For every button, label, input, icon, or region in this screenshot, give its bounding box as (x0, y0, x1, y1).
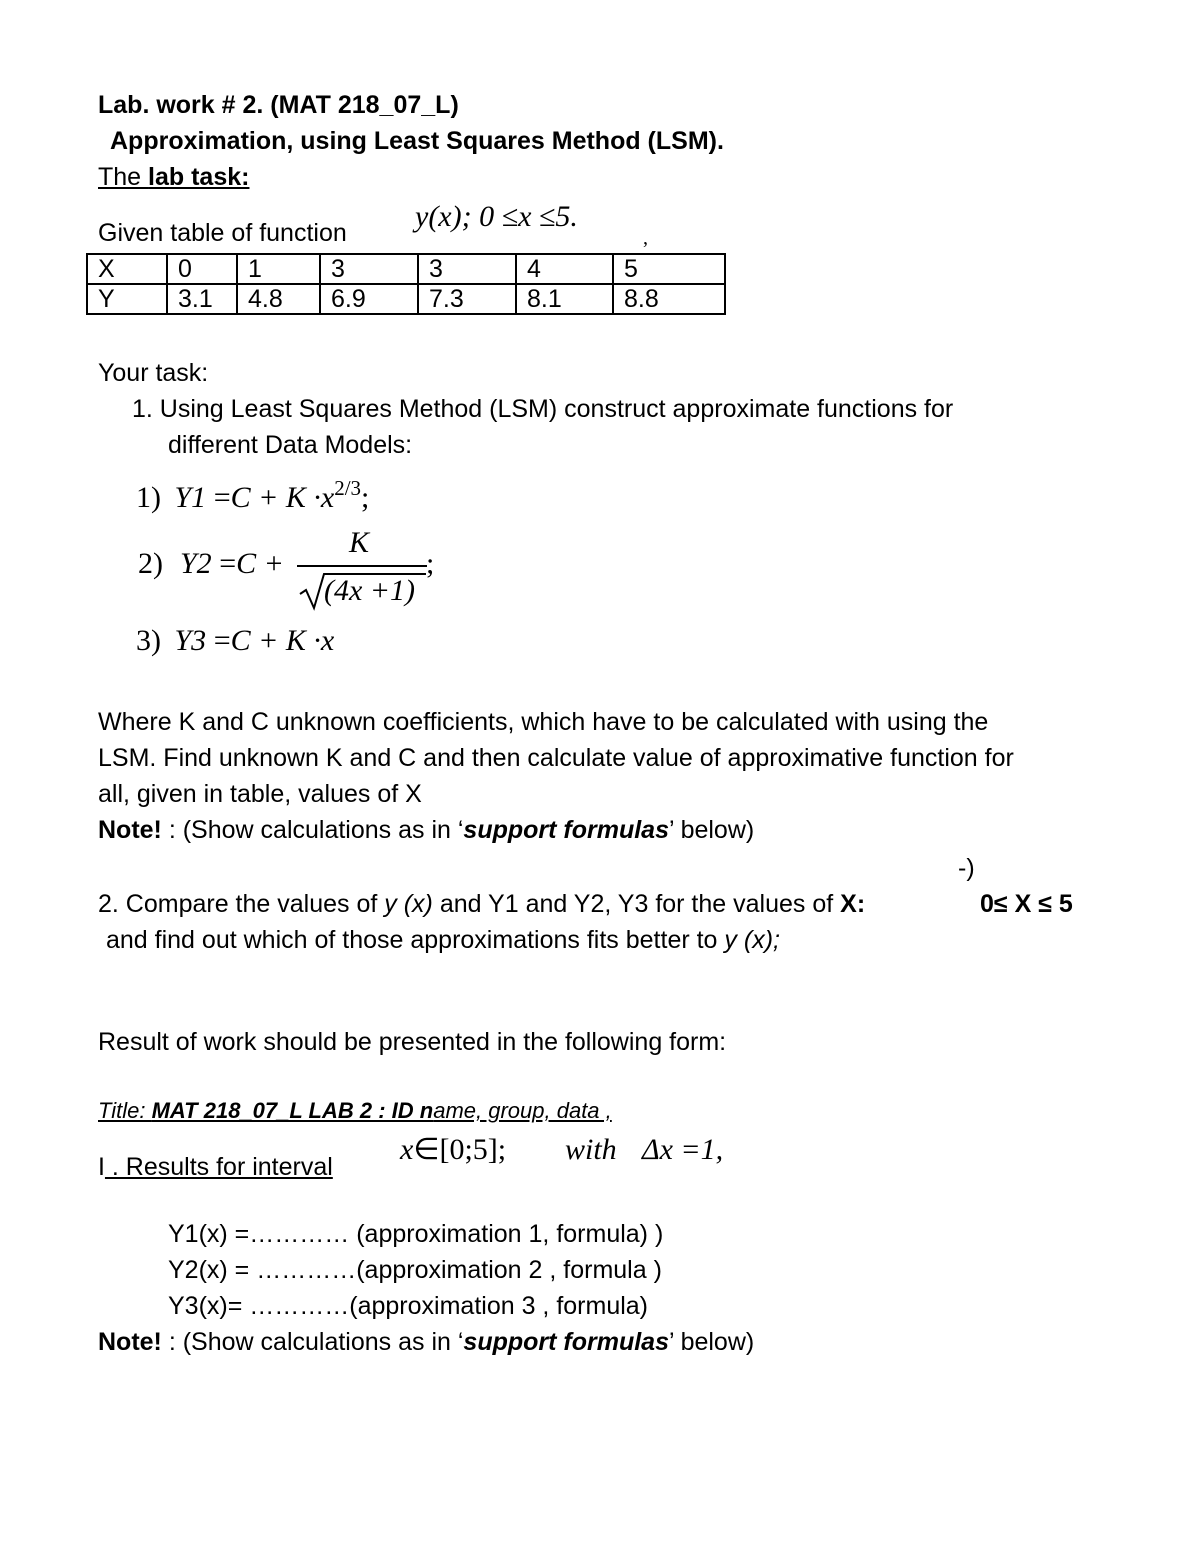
note-1-emph: support formulas (463, 816, 669, 844)
title-line (98, 1100, 612, 1122)
where-line-3: all, given in table, values of X (98, 780, 422, 808)
interval-math (400, 1135, 506, 1165)
model-2-rhs: C + (236, 547, 284, 580)
table-cell: 4 (516, 254, 613, 284)
lab-title: Lab. work # 2. (MAT 218_07_L) (98, 91, 459, 119)
table-row-x (87, 254, 725, 284)
smiley: -) (958, 854, 975, 882)
given-math-expr: y(x); 0 ≤x ≤5. (415, 200, 578, 233)
task-item-1-cont: different Data Models: (168, 431, 413, 459)
model-1-eq: = (213, 481, 231, 514)
model-2-number: 2) (138, 547, 163, 580)
table-cell: Y (87, 284, 167, 314)
table-cell: X (87, 254, 167, 284)
model-3-number: 3) (136, 624, 161, 657)
model-3-rhs: C + K ·x (230, 624, 335, 657)
lab-subtitle: Approximation, using Least Squares Method (LSM). (110, 127, 724, 155)
note-1-label: Note! (98, 816, 162, 844)
compare-pre: 2. Compare the values of (98, 890, 385, 918)
model-2-denominator: (4x +1) (324, 574, 416, 607)
table-cell: 8.8 (613, 284, 725, 314)
result-intro: Result of work should be presented in the following form: (98, 1028, 727, 1056)
result-y2: Y2(x) = …………(approximation 2 , formula ) (168, 1256, 662, 1284)
compare-line-1 (98, 892, 865, 917)
table-cell: 3 (320, 254, 418, 284)
table-row-y (87, 284, 725, 314)
compare-range: 0≤ X ≤ 5 (980, 890, 1073, 918)
interval-delta: Δx =1, (642, 1133, 724, 1166)
model-2-eq: = (219, 547, 237, 580)
note-2 (98, 1330, 754, 1355)
table-cell: 7.3 (418, 284, 516, 314)
model-1-lhs: Y1 (174, 481, 207, 514)
compare-line-2-pre: and find out which of those approximations fits better to (106, 926, 725, 954)
model-3 (136, 626, 334, 656)
table-cell: 6.9 (320, 284, 418, 314)
where-line-2: LSM. Find unknown K and C and then calculate value of approximative function for (98, 744, 1014, 772)
table-cell: 3 (418, 254, 516, 284)
table-cell: 3.1 (167, 284, 237, 314)
interval-text: . Results for interval (104, 1153, 333, 1181)
model-2-numerator: K (349, 526, 370, 559)
compare-line-2-yx: y (x); (724, 926, 780, 954)
model-1-exponent: 2/3 (334, 476, 362, 500)
lab-task-label: lab task: (148, 163, 250, 191)
given-label: Given table of function (98, 219, 347, 247)
your-task-label: Your task: (98, 359, 209, 387)
compare-x: X: (840, 890, 866, 918)
compare-yx: y (x) (384, 890, 433, 918)
interval-with: with (565, 1133, 617, 1166)
table-cell: 4.8 (237, 284, 320, 314)
title-line-post: ame, group, data , (433, 1098, 612, 1123)
task-item-1: 1. Using Least Squares Method (LSM) construct approximate functions for (132, 395, 954, 423)
model-2-lhs: Y2 (180, 547, 212, 580)
note-2-pre: : (Show calculations as in ‘ (161, 1328, 464, 1356)
model-2-left (180, 549, 284, 579)
model-1-rhs: C + K ·x (230, 481, 335, 514)
note-2-post: ’ below) (669, 1328, 755, 1356)
model-1 (136, 478, 369, 513)
result-y3: Y3(x)= …………(approximation 3 , formula) (168, 1292, 649, 1320)
where-line-1: Where K and C unknown coefficients, which have to be calculated with using the (98, 708, 989, 736)
lab-task-heading (98, 165, 249, 190)
fraction-bar (297, 565, 427, 567)
note-1 (98, 818, 754, 843)
interval-label (98, 1155, 333, 1180)
table-cell: 1 (237, 254, 320, 284)
compare-mid: and Y1 and Y2, Y3 for the values of (432, 890, 841, 918)
note-1-pre: : (Show calculations as in ‘ (161, 816, 464, 844)
interval-x: x (400, 1133, 414, 1166)
table-cell: 0 (167, 254, 237, 284)
table-cell: 8.1 (516, 284, 613, 314)
model-1-end: ; (361, 481, 370, 514)
note-2-emph: support formulas (463, 1328, 669, 1356)
table-cell: 5 (613, 254, 725, 284)
note-2-label: Note! (98, 1328, 162, 1356)
model-2-end: ; (426, 547, 435, 580)
model-3-lhs: Y3 (174, 624, 207, 657)
title-line-bold: MAT 218_07_L LAB 2 : ID n (151, 1098, 434, 1123)
given-math (415, 202, 578, 232)
interval-num: I (98, 1153, 105, 1181)
lab-task-prefix: The (98, 163, 149, 191)
model-3-eq: = (213, 624, 231, 657)
interval-in: ∈[0;5]; (413, 1133, 507, 1166)
result-y1: Y1(x) =………… (approximation 1, formula) ) (168, 1220, 664, 1248)
model-1-number: 1) (136, 481, 161, 514)
compare-line-2 (106, 928, 780, 953)
given-comma: , (643, 227, 648, 249)
note-1-post: ’ below) (669, 816, 755, 844)
function-table (86, 253, 726, 315)
title-line-pre: Title: (98, 1098, 152, 1123)
